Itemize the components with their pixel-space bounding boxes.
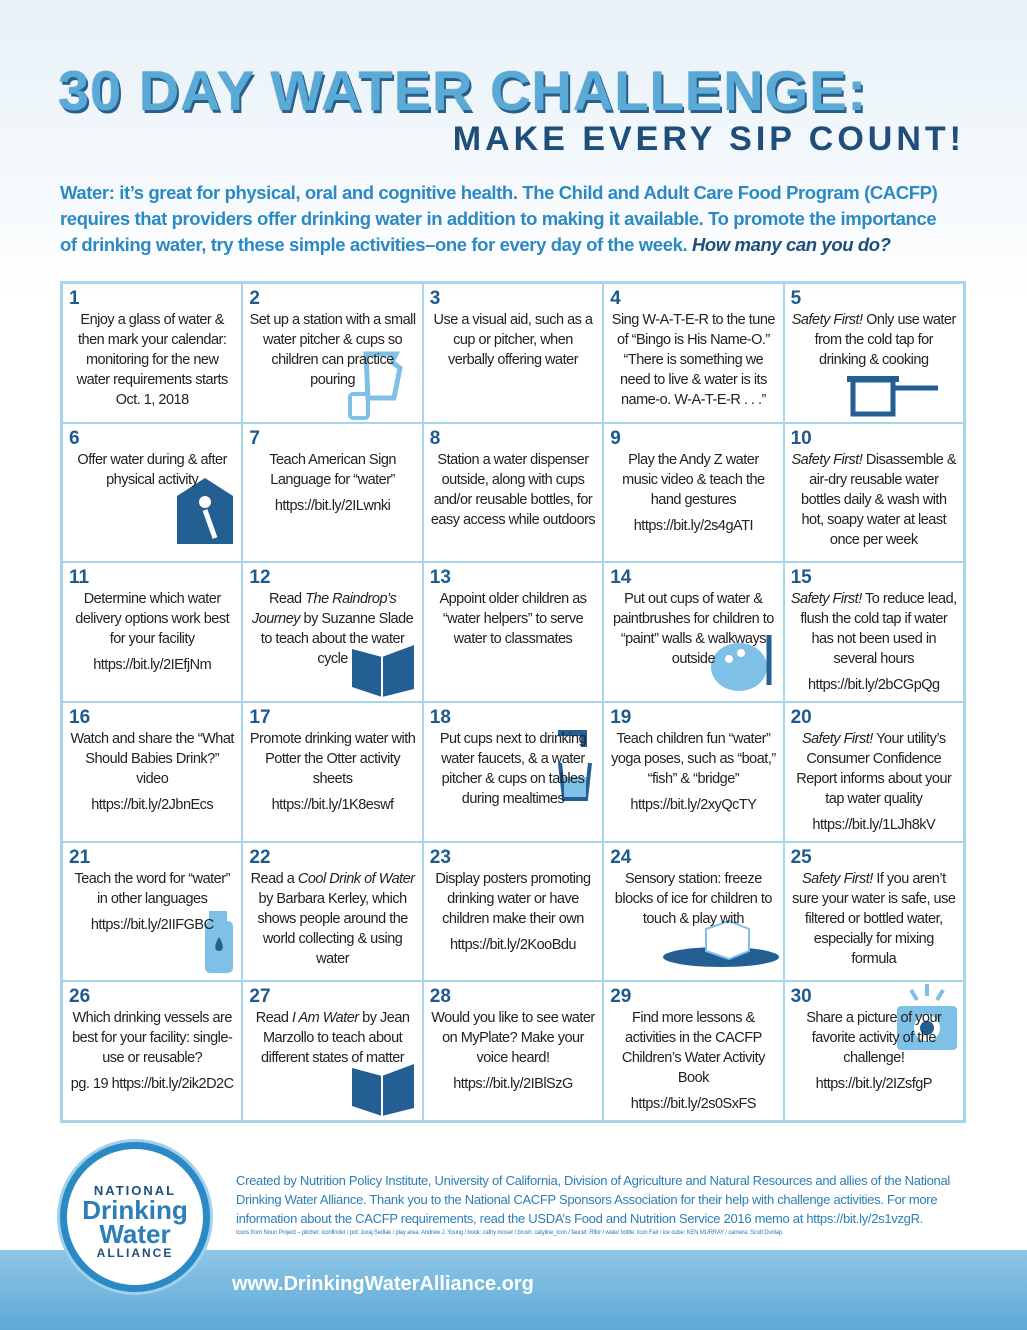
day-cell-4 [603,283,783,423]
logo-line: Drinking [82,1195,188,1225]
text-segment: Your utility’s Consumer Confidence Report informs about your tap water quality [796,731,952,807]
day-number: 9 [610,427,621,449]
text-segment: Set up a station with a small water pitcher & cups so children can practice pouring [249,312,416,388]
activity-text [610,869,776,929]
text-segment: Read [268,591,306,608]
text-segment: Put cups next to drinking water faucets, & a water pitcher & cups on tables during mealtimes [439,731,587,807]
activity-link[interactable]: https://bit.ly/1LJh8kV [812,817,936,833]
activity-text [610,450,776,536]
day-cell-9 [603,423,783,563]
page-title: 30 DAY WATER CHALLENGE: [58,59,868,122]
day-number: 14 [610,567,632,589]
day-number: 18 [429,707,451,728]
text-segment: Play the Andy Z water music video & teach the hand gestures [622,451,765,508]
activity-text [249,589,415,669]
text-segment: Offer water during & after physical activity [77,451,227,488]
activity-text [430,869,596,955]
text-segment: To reduce lead, flush the cold tap if water has not been used in several hours [800,591,957,668]
text-segment: by Suzanne Slade to teach about the water cycle [260,611,414,668]
italic-text: I Am Water [291,1010,359,1027]
day-cell-16 [62,702,242,842]
activity-link[interactable]: https://bit.ly/2JbnEcs [91,797,214,813]
day-cell-6 [62,423,242,563]
day-cell-5 [784,283,964,423]
day-cell-15 [784,562,964,702]
day-number: 26 [69,986,91,1008]
activity-text [69,1008,235,1094]
activity-text [430,729,596,809]
day-cell-17 [242,702,422,842]
activity-text [69,310,235,410]
text-segment: Teach children fun “water” yoga poses, such as “boat,” “fish” & “bridge” [611,731,776,787]
activity-link[interactable]: https://bit.ly/2bCGpQg [807,677,940,694]
day-cell-30 [784,981,964,1121]
day-number: 1 [69,288,80,309]
text-segment: Find more lessons & activities in the CACFP Children’s Water Activity Book [621,1010,765,1087]
logo-line: NATIONAL [93,1183,177,1198]
text-segment: Read [255,1010,292,1027]
activity-text [69,729,235,815]
activity-link[interactable]: https://bit.ly/2IIFGBC [90,916,214,933]
day-number: 23 [429,846,451,868]
day-number: 2 [249,288,260,309]
activity-link[interactable]: https://bit.ly/2KooBdu [449,936,576,953]
activity-text [791,450,957,550]
day-number: 12 [249,567,271,589]
day-number: 6 [69,427,80,449]
day-number: 20 [790,707,812,728]
italic-text: Safety First! [801,870,873,887]
calendar-grid [60,281,966,1123]
day-cell-22 [242,842,422,982]
day-cell-19 [603,702,783,842]
text-segment: Station a water dispenser outside, along with cups and/or reusable bottles, for easy access while outdoors [430,451,596,528]
day-cell-3 [423,283,603,423]
activity-text [610,310,776,410]
day-number: 27 [249,986,271,1008]
day-cell-11 [62,562,242,702]
activity-text [430,1008,596,1094]
text-segment: Teach the word for “water” in other languages [74,870,230,907]
activity-text [430,589,596,649]
activity-text [249,310,415,390]
italic-text: Cool Drink of Water [297,870,415,887]
day-number: 8 [429,427,441,449]
day-cell-25 [784,842,964,982]
italic-text: Safety First! [801,731,873,747]
day-number: 17 [249,707,271,728]
website-link[interactable]: www.DrinkingWaterAlliance.org [232,1273,534,1295]
activity-text [791,1008,957,1094]
day-cell-27 [242,981,422,1121]
text-segment: Promote drinking water with Potter the Otter activity sheets [249,731,416,787]
day-cell-24 [603,842,783,982]
text-segment: Use a visual aid, such as a cup or pitcher, when verbally offering water [433,312,593,368]
text-segment: Display posters promoting drinking water or have children make their own [435,870,591,927]
text-segment: Would you like to see water on MyPlate? Make your voice heard! [431,1010,595,1067]
text-segment: Determine which water delivery options work best for your facility [75,591,230,648]
text-segment: Disassemble & air-dry reusable water bottles daily & wash with hot, soapy water at least once per week [801,451,957,548]
day-number: 28 [429,986,451,1008]
day-number: 15 [790,567,812,589]
activity-text [249,1008,415,1068]
day-number: 7 [249,427,260,449]
text-segment: Sing W-A-T-E-R to the tune of “Bingo is His Name-O.” “There is something we need to live & water is its name-o. W-A-T-E-R . . .” [611,312,775,408]
activity-text [791,589,957,695]
credits-text: Created by Nutrition Policy Institute, University of California, Division of Agriculture and Natural Resources and allies of the National Drinking Water Alliance. Thank you to the National CACFP Sponsors Association for their help with challenge activities. For more information about the CACFP requirements, read the USDA’s Food and Nutrition Service 2016 memo at https://bit.ly/2s1vzgR. [236,1173,950,1226]
day-cell-23 [423,842,603,982]
activity-text [791,729,957,835]
text-segment: Put out cups of water & paintbrushes for children to “paint” walls & walkways outside [612,591,774,668]
day-cell-10 [784,423,964,563]
day-cell-18 [423,702,603,842]
day-cell-29 [603,981,783,1121]
day-number: 29 [610,986,632,1008]
day-cell-7 [242,423,422,563]
italic-text: Safety First! [791,451,863,468]
day-number: 19 [610,707,632,728]
day-number: 22 [249,846,271,868]
activity-link[interactable]: https://bit.ly/2s0SxFS [630,1096,756,1113]
day-cell-14 [603,562,783,702]
intro-paragraph [60,180,940,258]
activity-text [69,869,235,935]
icon-credits: Icons from Noun Project – pitcher: iconfinder / pot: Juraj Sedlak / play area: Andrew J. Young / book: cathy moser / brush: catyline_Icon / faucet: Rflor / water bottle: Icon Fair / ice cube: KEN MURRAY / camera: Scott Dunlap [236,1230,783,1236]
activity-text [610,589,776,669]
day-number: 10 [790,427,812,449]
activity-link[interactable]: pg. 19 https://bit.ly/2ik2D2C [70,1076,234,1093]
day-cell-8 [423,423,603,563]
day-number: 16 [69,707,91,728]
day-cell-28 [423,981,603,1121]
text-segment: Sensory station: freeze blocks of ice for children to touch & play with [614,870,772,927]
activity-text [610,729,776,815]
activity-link[interactable]: https://bit.ly/2IEfjNm [93,657,212,674]
activity-text [430,450,596,530]
day-number: 21 [69,846,91,868]
text-segment: Enjoy a glass of water & then mark your calendar: monitoring for the new water requirements starts Oct. 1, 2018 [76,312,228,408]
pot-icon [843,370,943,425]
day-number: 13 [429,567,451,589]
activity-link[interactable]: https://bit.ly/2IBlSzG [453,1076,573,1093]
italic-text: Safety First! [791,312,863,328]
intro-question: How many can you do? [691,234,891,255]
day-number: 30 [790,986,812,1008]
activity-link[interactable]: https://bit.ly/2xyQcTY [630,797,757,813]
activity-link[interactable]: https://bit.ly/1K8eswf [271,797,394,813]
text-segment: by Jean Marzollo to teach about different states of matter [261,1010,410,1067]
text-segment: by Barbara Kerley, which shows people around the world collecting & using water [257,890,408,967]
activity-text [430,310,596,370]
text-segment: Only use water from the cold tap for drinking & cooking [814,312,956,368]
text-segment: Share a picture of your favorite activity of the challenge! [806,1010,942,1067]
text-segment: Watch and share the “What Should Babies Drink?” video [70,731,234,787]
day-cell-12 [242,562,422,702]
day-number: 24 [610,846,632,868]
page-subtitle: MAKE EVERY SIP COUNT! [452,120,965,158]
text-segment: Appoint older children as “water helpers” to serve water to classmates [439,591,587,648]
day-cell-1 [62,283,242,423]
logo-line: Water [99,1219,171,1249]
text-segment: Read a [250,870,298,887]
activity-link[interactable]: https://bit.ly/2s4gATI [633,517,754,534]
text-segment: If you aren’t sure your water is safe, use filtered or bottled water, especially for mixing formula [792,870,956,967]
italic-text: Safety First! [790,591,862,608]
activity-text [791,869,957,969]
day-cell-26 [62,981,242,1121]
text-segment: Teach American Sign Language for “water” [269,451,396,488]
logo-line: ALLIANCE [96,1246,174,1260]
activity-text [249,729,415,815]
italic-text: The Raindrop’s Journey [251,591,397,628]
national-drinking-water-alliance-logo [60,1142,210,1292]
day-number: 25 [790,846,812,868]
day-cell-21 [62,842,242,982]
day-number: 5 [790,288,802,309]
activity-text [69,450,235,490]
activity-text [249,450,415,516]
day-number: 4 [610,288,621,309]
activity-text [791,310,957,370]
day-number: 3 [429,288,441,309]
activity-link[interactable]: https://bit.ly/2IZsfgP [815,1076,932,1093]
day-cell-2 [242,283,422,423]
activity-link[interactable]: https://bit.ly/2ILwnki [274,497,391,514]
activity-text [69,589,235,675]
day-number: 11 [69,567,90,589]
activity-text [249,869,415,969]
intro-text: Water: it’s great for physical, oral and cognitive health. The Child and Adult Care Food Program (CACFP) requires that providers offer drinking water in addition to making it available. To promote the importance of drinking water, try these simple activities–one for every day of the week. [60,182,938,255]
activity-text [610,1008,776,1114]
text-segment: Which drinking vessels are best for your facility: single-use or reusable? [72,1010,233,1067]
day-cell-20 [784,702,964,842]
day-cell-13 [423,562,603,702]
